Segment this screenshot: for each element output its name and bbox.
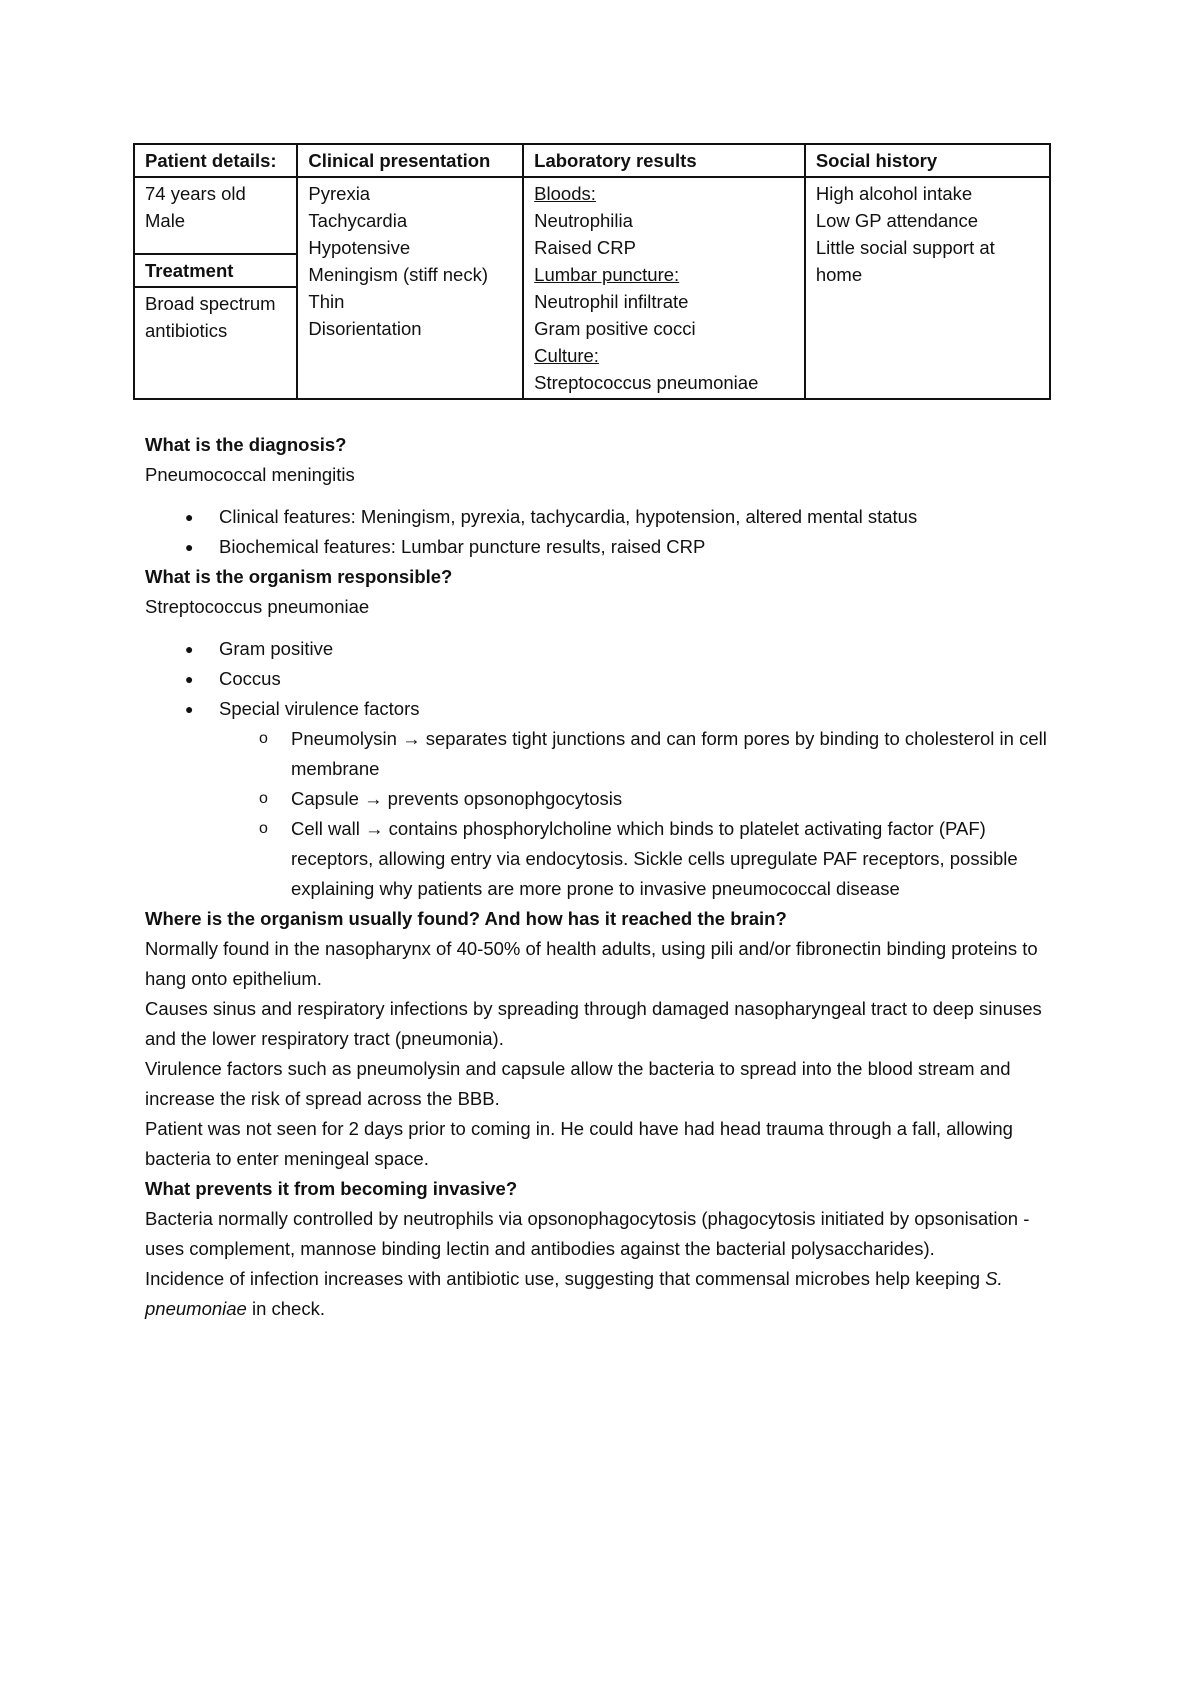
arrow-icon: → <box>402 728 421 749</box>
clinical-item: Pyrexia <box>308 183 371 204</box>
social-history-cell <box>805 177 1050 399</box>
social-item: Little social support at home <box>815 237 995 285</box>
patient-details-cell <box>134 177 297 254</box>
bullet-icon: ● <box>185 671 194 687</box>
list-item: ● Gram positive <box>185 638 334 659</box>
lab-item: Neutrophilia <box>534 210 633 231</box>
list-item: ● Coccus <box>185 668 281 689</box>
lab-item: Raised CRP <box>534 237 636 258</box>
sub-list-item: o Pneumolysin → separates tight junctions and can form pores by binding to cholesterol in cell membrane <box>145 724 1065 784</box>
laboratory-results-cell <box>523 177 805 399</box>
lab-item: Gram positive cocci <box>534 318 696 339</box>
lumbar-puncture-label: Lumbar puncture: <box>534 264 680 285</box>
header-patient-details: Patient details: <box>134 144 297 177</box>
case-summary-table <box>133 143 1051 400</box>
bullet-icon: ● <box>185 539 194 555</box>
bullet-icon: ● <box>185 509 194 525</box>
paragraph: Bacteria normally controlled by neutrophils via opsonophagocytosis (phagocytosis initiated by opsonisation - uses complement, mannose binding lectin and antibodies against the bacterial polysaccharides). <box>145 1208 1030 1259</box>
sub-bullet-icon: o <box>259 820 268 837</box>
social-item: High alcohol intake <box>815 183 973 204</box>
bloods-label: Bloods: <box>534 183 596 204</box>
list-item: ● Biochemical features: Lumbar puncture results, raised CRP <box>185 536 706 557</box>
list-item: ● Special virulence factors <box>185 698 420 719</box>
question-heading: What prevents it from becoming invasive? <box>145 1178 518 1199</box>
paragraph: Incidence of infection increases with antibiotic use, suggesting that commensal microbes help keeping S. pneumoniae in check. <box>145 1268 1003 1319</box>
sub-bullet-list <box>145 724 1065 904</box>
bullet-icon: ● <box>185 701 194 717</box>
culture-label: Culture: <box>534 345 599 366</box>
header-treatment: Treatment <box>134 254 297 287</box>
header-clinical-presentation: Clinical presentation <box>297 144 523 177</box>
patient-sex: Male <box>145 210 186 231</box>
sub-bullet-icon: o <box>259 730 268 747</box>
sub-bullet-icon: o <box>259 790 268 807</box>
paragraph: Causes sinus and respiratory infections by spreading through damaged nasopharyngeal tract to deep sinuses and the lower respiratory tract (pneumonia). <box>145 998 1042 1049</box>
bullet-list <box>145 634 1065 724</box>
question-heading: What is the organism responsible? <box>145 566 453 587</box>
sub-list-item: o Cell wall → contains phosphorylcholine which binds to platelet activating factor (PAF) receptors, allowing entry via endocytosis. Sickle cells upregulate PAF receptors, possible explaining why patients are more prone to invasive pneumococcal disease <box>145 814 1065 904</box>
paragraph: Normally found in the nasopharynx of 40-50% of health adults, using pili and/or fibronectin binding proteins to hang onto epithelium. <box>145 938 1038 989</box>
clinical-item: Disorientation <box>308 318 422 339</box>
answer-text: Pneumococcal meningitis <box>145 464 355 485</box>
document-body <box>145 430 1065 1324</box>
lab-item: Streptococcus pneumoniae <box>534 372 759 393</box>
header-laboratory-results: Laboratory results <box>523 144 805 177</box>
arrow-icon: → <box>365 818 384 839</box>
question-heading: Where is the organism usually found? And how has it reached the brain? <box>145 908 787 929</box>
species-name: S. pneumoniae <box>145 1268 1003 1319</box>
paragraph: Patient was not seen for 2 days prior to coming in. He could have had head trauma through a fall, allowing bacteria to enter meningeal space. <box>145 1118 1013 1169</box>
lab-item: Neutrophil infiltrate <box>534 291 689 312</box>
bullet-icon: ● <box>185 641 194 657</box>
answer-text: Streptococcus pneumoniae <box>145 596 370 617</box>
sub-list-item: o Capsule → prevents opsonophgocytosis <box>145 784 1065 814</box>
paragraph: Virulence factors such as pneumolysin and capsule allow the bacteria to spread into the blood stream and increase the risk of spread across the BBB. <box>145 1058 1011 1109</box>
clinical-item: Meningism (stiff neck) <box>308 264 488 285</box>
clinical-presentation-cell <box>297 177 523 399</box>
social-item: Low GP attendance <box>815 210 979 231</box>
clinical-item: Tachycardia <box>308 210 408 231</box>
list-item: ● Clinical features: Meningism, pyrexia, tachycardia, hypotension, altered mental status <box>185 506 918 527</box>
header-social-history: Social history <box>805 144 1050 177</box>
clinical-item: Thin <box>308 291 345 312</box>
treatment-cell: Broad spectrum antibiotics <box>134 287 297 399</box>
question-heading: What is the diagnosis? <box>145 434 347 455</box>
bullet-list <box>145 502 1065 562</box>
table-row <box>134 177 1050 254</box>
clinical-item: Hypotensive <box>308 237 411 258</box>
table-header-row <box>134 144 1050 177</box>
patient-age: 74 years old <box>145 183 246 204</box>
arrow-icon: → <box>364 788 383 809</box>
